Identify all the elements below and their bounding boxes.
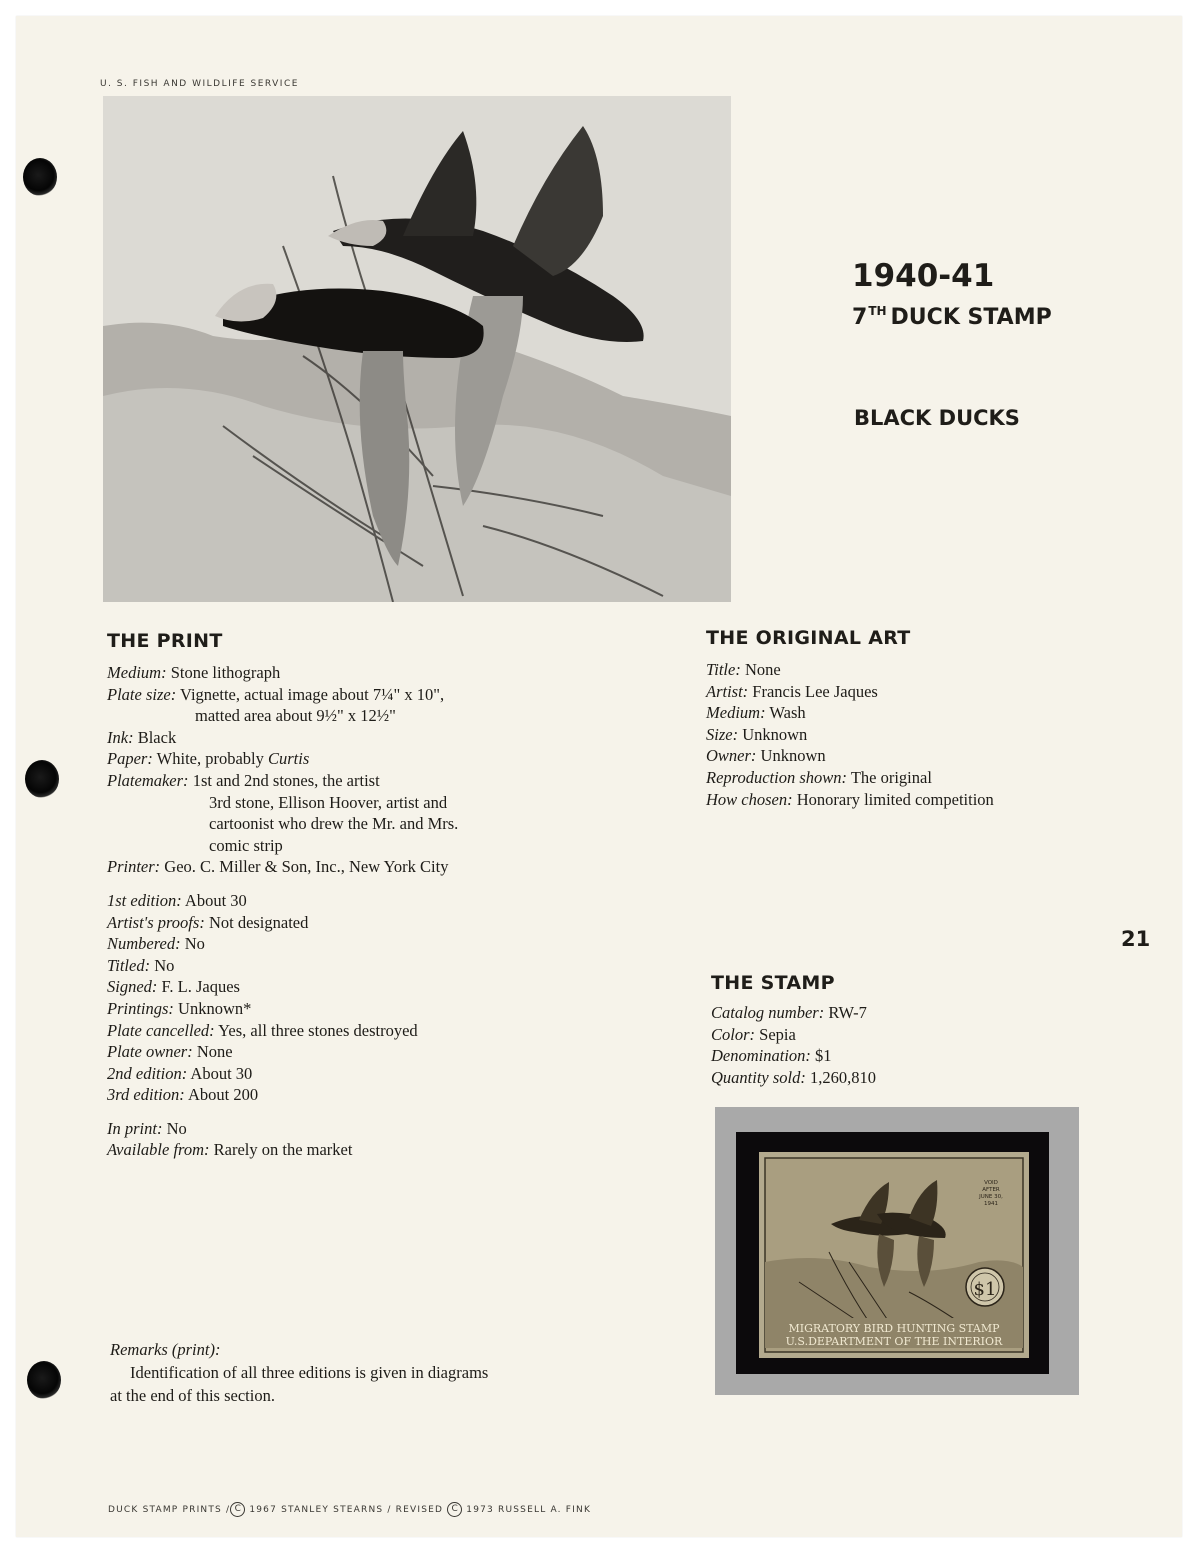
stamp-mount: [715, 1107, 1079, 1395]
print-printings-row: Printings: Unknown*: [107, 998, 252, 1018]
void-line-2: AFTER: [982, 1187, 1000, 1193]
stamp-quantity-row: Quantity sold: 1,260,810: [711, 1067, 876, 1087]
print-ink-row: Ink: Black: [107, 727, 177, 747]
binder-hole-top: [23, 158, 57, 196]
stamp-catalog-row: Catalog number: RW-7: [711, 1003, 867, 1022]
print-heading: THE PRINT: [107, 630, 223, 652]
remarks-text-1: Identification of all three editions is given in diagrams: [130, 1363, 489, 1382]
print-numbered-row: Numbered: No: [107, 934, 205, 954]
remarks-text-2: at the end of this section.: [110, 1386, 275, 1405]
copyright-icon-2: C: [447, 1502, 462, 1517]
stamp-heading: THE STAMP: [711, 972, 835, 994]
original-art-fields: [706, 659, 1126, 810]
art-title-row: Title: None: [706, 660, 781, 679]
footer-part-1: DUCK STAMP PRINTS /: [108, 1505, 231, 1515]
print-artwork-image: [103, 96, 731, 602]
print-in-print-row: In print: No: [107, 1118, 187, 1138]
subject-title: BLACK DUCKS: [854, 406, 1020, 430]
print-section: [107, 630, 667, 1161]
print-third-edition-row: 3rd edition: About 200: [107, 1085, 259, 1105]
original-art-heading: THE ORIGINAL ART: [706, 627, 911, 649]
print-printer-row: Printer: Geo. C. Miller & Son, Inc., New York City: [107, 857, 449, 877]
binder-hole-middle: [25, 760, 59, 798]
stamp-ordinal-number: 7: [852, 305, 868, 330]
print-paper-row: Paper: White, probably Curtis: [107, 749, 310, 769]
art-medium-row: Medium: Wash: [706, 703, 806, 723]
stamp-color-row: Color: Sepia: [711, 1024, 796, 1044]
duck-stamp-image: [759, 1152, 1029, 1358]
void-line-1: VOID: [984, 1180, 998, 1186]
print-fields: [107, 662, 667, 1161]
title-block: [852, 258, 1052, 330]
stamp-ordinal: [852, 304, 1052, 330]
remarks-section: [110, 1338, 610, 1407]
print-available-row: Available from: Rarely on the market: [107, 1140, 353, 1160]
print-owner-row: Plate owner: None: [107, 1042, 233, 1062]
art-chosen-row: How chosen: Honorary limited competition: [706, 789, 994, 809]
print-plate-size-row: Plate size: Vignette, actual image about 7¼" x 10",: [107, 684, 445, 704]
stamp-banner-line-2: U.S.DEPARTMENT OF THE INTERIOR: [785, 1335, 1003, 1348]
print-second-edition-row: 2nd edition: About 30: [107, 1063, 253, 1083]
remarks-label: Remarks (print):: [110, 1340, 221, 1359]
print-platemaker-cont-1: 3rd stone, Ellison Hoover, artist and: [209, 792, 448, 812]
stamp-section: [711, 972, 1111, 1088]
print-medium-row: Medium: Stone lithograph: [107, 663, 281, 682]
footer-credit: [108, 1502, 591, 1517]
print-signed-row: Signed: F. L. Jaques: [107, 977, 240, 997]
footer-part-2: 1967 STANLEY STEARNS / REVISED: [249, 1505, 444, 1515]
footer-part-3: 1973 RUSSELL A. FINK: [466, 1505, 592, 1515]
black-ducks-print-illustration: [103, 96, 731, 602]
agency-header: U. S. FISH AND WILDLIFE SERVICE: [100, 79, 299, 89]
print-first-edition-row: 1st edition: About 30: [107, 890, 247, 910]
binder-hole-bottom: [27, 1361, 61, 1399]
stamp-fields: [711, 1002, 1111, 1088]
stamp-banner-line-1: MIGRATORY BIRD HUNTING STAMP: [788, 1322, 1000, 1335]
void-line-3: JUNE 30,: [979, 1194, 1003, 1200]
art-size-row: Size: Unknown: [706, 724, 808, 744]
print-platemaker-cont-2: cartoonist who drew the Mr. and Mrs.: [209, 814, 459, 834]
print-plate-size-cont: matted area about 9½" x 12½": [195, 706, 396, 726]
stamp-value: $1: [973, 1279, 997, 1300]
art-owner-row: Owner: Unknown: [706, 746, 826, 766]
stamp-label: DUCK STAMP: [890, 305, 1052, 330]
print-platemaker-row: Platemaker: 1st and 2nd stones, the artist: [107, 770, 380, 790]
copyright-icon: C: [230, 1502, 245, 1517]
stamp-ordinal-suffix: TH: [868, 304, 887, 318]
print-platemaker-cont-3: comic strip: [209, 835, 283, 855]
page-number: 21: [1121, 927, 1151, 951]
print-proofs-row: Artist's proofs: Not designated: [107, 912, 309, 932]
stamp-denomination-row: Denomination: $1: [711, 1046, 832, 1066]
void-line-4: 1941: [984, 1201, 998, 1207]
art-artist-row: Artist: Francis Lee Jaques: [706, 681, 878, 701]
print-titled-row: Titled: No: [107, 955, 175, 975]
original-art-section: [706, 627, 1126, 810]
art-reproduction-row: Reproduction shown: The original: [706, 767, 932, 787]
issue-years: 1940-41: [852, 258, 995, 294]
print-cancelled-row: Plate cancelled: Yes, all three stones destroyed: [107, 1020, 418, 1040]
